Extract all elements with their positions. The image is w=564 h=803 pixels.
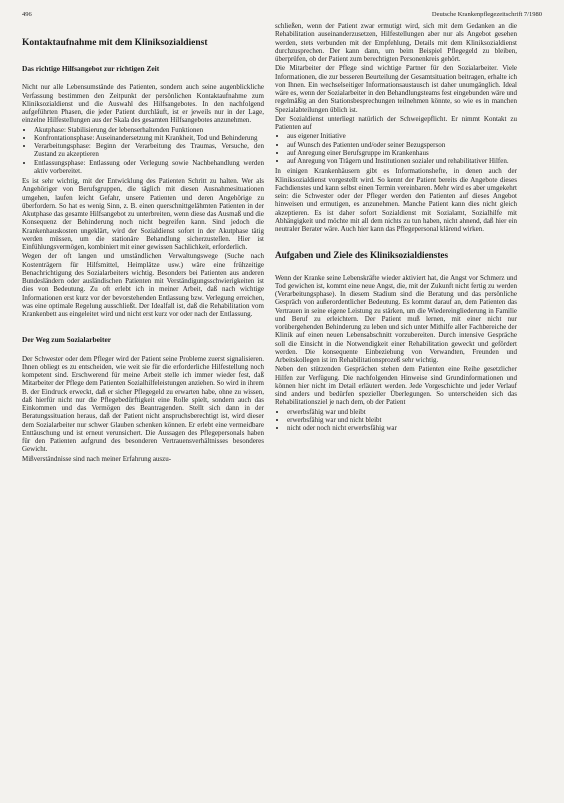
paragraph: Wegen der oft langen und umständlichen Verwaltungswege (Suche nach Kostenträgern für Hilfsmittel, Heimplätze usw.) wäre eine frühzeitige Benachrichtigung des Sozialarbeiters wichtig. Besonders bei Patienten aus anderen Bundesländern oder ausländischen Patienten mit Verständigungsschwierigkeiten ist dies von Bedeutung. Zu oft erlebt ich in meiner Arbeit, daß nach wichtige Informationen erst kurz vor der bevorstehenden Entlassung bzw. Verlegung erreichen, was eine optimale Regelung ausschließt. Der Idealfall ist, daß die Rehabilitation vom Krankenbett aus eingeleitet wird und nicht erst kurz vor oder nach der Entlassung. bbox=[22, 252, 264, 318]
paragraph: Die Mitarbeiter der Pflege sind wichtige Partner für den Sozialarbeiter. Viele Informationen, die zur besseren Beurteilung der Gesamtsituation beitragen, erhalte ich von Ihnen. Ein wechselseitiger Informationsaustausch ist daher unumgänglich. Ideal wäre es, wenn der Sozialarbeiter in den Behandlungsteams fest eingebunden wäre und regelmäßig an den Stationsbesprechungen teilnehmen könnte, so wie es in manchen Spezialabteilungen üblich ist. bbox=[275, 64, 517, 114]
list-item: • Verarbeitungsphase: Beginn der Verarbeitung des Traumas, Versuche, den Zustand zu akzeptieren bbox=[34, 142, 264, 159]
phase-list bbox=[22, 126, 264, 176]
paragraph: schließen, wenn der Patient zwar ermutigt wird, sich mit dem Gedanken an die Rehabilitation auseinanderzusetzen, Hilfestellungen aber nur als Angebot gesehen werden, stets verbunden mit der Empfehlung, Details mit dem Kliniksozialdienst durchzusprechen. Der kann dann, um beim Beispiel Pflegegeld zu bleiben, überprüfen, ob der Patient zum berechtigten Personenkreis gehört. bbox=[275, 22, 517, 63]
list-item: • auf Anregung von Trägern und Institutionen sozialer und rehabilitativer Hilfen. bbox=[287, 157, 517, 165]
journal-title: Deutsche Krankenpflegezeitschrift 7/1980 bbox=[431, 11, 542, 18]
paragraph: Der Schwester oder dem Pfleger wird der Patient seine Probleme zuerst signalisieren. Ihnen obliegt es zu entscheiden, wie weit sie für die erforderliche Hilfestellung noch kompetent sind. Erschwerend für meine Arbeit stelle ich immer wieder fest, daß Mitarbeiter der Pflege dem Patienten Sozialhilfeleistungen anziehen. So wird in ihrem B. der Eindruck erweckt, daß er sicher Pflegegeld zu erwarten habe, ohne zu wissen, daß hierfür nicht nur die Pflegebedürftigkeit eine Rolle spielt, sondern auch das Einkommen und das Vermögen des Beantragenden. Stellt sich dann in der Beratungssituation heraus, daß der Patient nicht anspruchsberechtigt ist, wird dieser dem Sozialarbeiter nur schwer Glauben schenken können. Er erlebt eine vermeidbare Enttäuschung und ist erneut verunsichert. Die Aussagen des Pflegepersonals haben für den Patienten aufgrund des besonderen Vertrauensverhältnisses besonderes Gewicht. bbox=[22, 354, 264, 454]
list-item: • Konfrontationsphase: Auseinandersetzung mit Krankheit, Tod und Behinderung bbox=[34, 134, 264, 142]
paragraph: Nicht nur alle Lebensumstände des Patienten, sondern auch seine augenblickliche Verfassung bestimmen den Zeitpunkt der persönlichen Kontaktaufnahme zum Kliniksozialdienst und die Auswahl des Hilfsangebotes. In den nachfolgend aufgeführten Phasen, die jeder Patient durchläuft, ist er jeweils nur in der Lage, einzelne Hilfestellungen aus der Skala des gesamten Hilfsangebotes anzunehmen. bbox=[22, 83, 264, 125]
article-subtitle: Das richtige Hilfsangebot zur richtigen Zeit bbox=[22, 64, 160, 73]
list-item: • erwerbsfähig war und nicht bleibt bbox=[287, 416, 517, 424]
paragraph: In einigen Krankenhäusern gibt es Informationshefte, in denen auch der Kliniksozialdienst vorgestellt wird. So kennt der Patient bereits die Angebote dieses Fachdienstes und kann selbst einen Termin vereinbaren. Mehr wird es aber umgekehrt sein: die Schwester oder der Pfleger werden den Patienten auf dieses Angebot hinweisen und ermutigen, es anzunehmen. Manche Patient kann dies nicht gleich akzeptieren. Es ist daher sofort Sozialdienst mit Sozialamt, Sozialhilfe mit Abhängigkeit und möchte mit all dem nichts zu tun haben, nicht ahnend, daß hier ein neutraler Berater wäre. Auch hier kann das Pflegepersonal klärend wirken. bbox=[275, 167, 517, 233]
list-item: • auf Wunsch des Patienten und/oder seiner Bezugsperson bbox=[287, 141, 517, 149]
section-heading: Der Weg zum Sozialarbeiter bbox=[22, 335, 112, 345]
article-title: Kontaktaufnahme mit dem Kliniksozialdienst bbox=[22, 38, 208, 48]
contact-list bbox=[275, 132, 517, 165]
paragraph: Es ist sehr wichtig, mit der Entwicklung des Patienten Schritt zu halten. Wer als Angehöriger von Berufsgruppen, die täglich mit diesen Ausnahmesituationen umgehen, laufen leicht Gefahr, unsere Patienten und deren Angehörige zu überfordern. So hat es wenig Sinn, z. B. einen querschnittgelähmten Patienten in der Akutphase das gesamte Hilfsangebot zu unterbreiten, wenn diese das Ausmaß und die Konsequenz der Behinderung noch nicht begreifen kann. Sind jedoch die Krankenhauskosten ungeklärt, wird der Sozialdienst sofort in der Akutphase tätig werden müssen, um die stationäre Behandlung sicherzustellen. Hier ist Einfühlungsvermögen, kombiniert mit einer gewissen Sachlichkeit, erforderlich. bbox=[22, 177, 264, 251]
list-item: • aus eigener Initiative bbox=[287, 132, 517, 140]
paragraph: Mißverständnisse sind nach meiner Erfahrung auszu- bbox=[22, 454, 172, 463]
page-number: 496 bbox=[22, 11, 32, 18]
list-item: • erwerbsfähig war und bleibt bbox=[287, 408, 517, 416]
paragraph: Neben den stützenden Gesprächen stehen dem Patienten eine Reihe gesetzlicher Hilfen zur Verfügung. Die nachfolgenden Hinweise sind Grundinformationen und können hier nicht im Detail erläutert werden. Jede Vorgeschichte und jeder Verlauf sind anders und bedürfen spezieller Überlegungen. So unterscheiden sich das Rehabilitationsziel je nach dem, ob der Patient bbox=[275, 365, 517, 407]
section-heading: Aufgaben und Ziele des Kliniksozialdienstes bbox=[275, 250, 449, 261]
goal-list bbox=[275, 408, 517, 433]
right-column bbox=[275, 22, 517, 434]
page-header bbox=[22, 11, 542, 21]
paragraph: Wenn der Kranke seine Lebenskräfte wieder aktiviert hat, die Angst vor Schmerz und Tod gewichen ist, kommt eine neue Angst, die, mit der Zukunft nicht fertig zu werden (Verarbeitungsphase). In diesem Stadium sind die Beratung und das persönliche Gespräch von außerordentlicher Bedeutung. Es kommt darauf an, dem Patienten das Vertrauen in seine eigene Leistung zu stärken, um die Wiedereingliederung in Familie und Beruf zu erleichtern. Der Patient muß lernen, mit einer nicht nur vorübergehenden Behinderung zu leben und sich unter Mithilfe aller Fachbereiche der Klinik auf einen neuen Lebensabschnitt vorzubereiten. Durch intensive Gespräche soll die Einsicht in die Notwendigkeit einer Rehabilitation geweckt und gefördert werden. Die konsequente Einbeziehung von Verwandten, Freunden und Arbeitskollegen ist im Rehabilitationsprozeß sehr wichtig. bbox=[275, 273, 517, 364]
list-item: • Akutphase: Stabilisierung der lebenserhaltenden Funktionen bbox=[34, 126, 264, 134]
list-item: • Entlassungsphase: Entlassung oder Verlegung sowie Nachbehandlung werden aktiv vorbereitet. bbox=[34, 159, 264, 176]
paragraph: Der Sozialdienst unterliegt natürlich der Schweigepflicht. Er nimmt Kontakt zu Patienten auf bbox=[275, 114, 517, 131]
list-item: • nicht oder noch nicht erwerbsfähig war bbox=[287, 424, 517, 432]
left-column bbox=[22, 38, 264, 464]
list-item: • auf Anregung einer Berufsgruppe im Krankenhaus bbox=[287, 149, 517, 157]
